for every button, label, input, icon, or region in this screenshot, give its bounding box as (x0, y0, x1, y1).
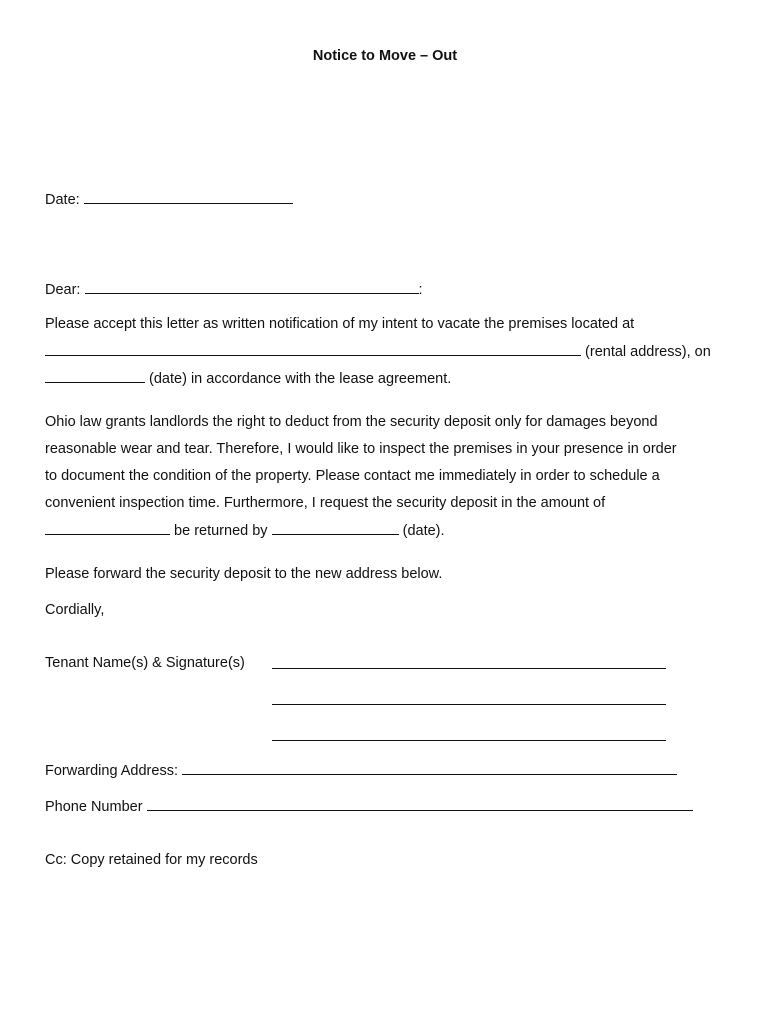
para1-line2 (45, 342, 711, 361)
forwarding-label: Forwarding Address: (45, 763, 178, 779)
phone-label: Phone Number (45, 799, 143, 815)
date-label: Date: (45, 192, 80, 208)
para1-line1: Please accept this letter as written notification of my intent to vacate the premises located at (45, 316, 635, 332)
rental-address-label: (rental address), on (585, 344, 711, 360)
document-title: Notice to Move – Out (312, 48, 458, 64)
date-line (45, 190, 293, 209)
return-date-field[interactable] (272, 521, 399, 535)
cc-text: Cc: Copy retained for my records (45, 852, 258, 868)
forward-text: Please forward the security deposit to the new address below. (45, 566, 443, 582)
dear-line (45, 280, 423, 299)
dear-colon: : (418, 282, 423, 298)
forwarding-line (45, 761, 677, 780)
deposit-amount-field[interactable] (45, 521, 170, 535)
phone-field[interactable] (147, 797, 693, 811)
forwarding-address-field[interactable] (182, 761, 677, 775)
return-date-label: (date). (402, 523, 445, 539)
returned-by-label: be returned by (174, 523, 268, 539)
vacate-date-label: (date) in accordance with the lease agreement. (149, 371, 452, 387)
closing: Cordially, (45, 602, 105, 618)
para1-line3 (45, 369, 451, 388)
rental-address-field[interactable] (45, 342, 581, 356)
para2-line3: to document the condition of the property. Please contact me immediately in order to schedule a (45, 468, 660, 484)
tenant-signature-field-2[interactable] (272, 704, 666, 705)
dear-label: Dear: (45, 282, 81, 298)
para2-line4: convenient inspection time. Furthermore, I request the security deposit in the amount of (45, 495, 606, 511)
vacate-date-field[interactable] (45, 369, 145, 383)
phone-line (45, 797, 693, 816)
para2-line5 (45, 521, 445, 540)
tenant-label: Tenant Name(s) & Signature(s) (45, 655, 245, 671)
para2-line1: Ohio law grants landlords the right to deduct from the security deposit only for damages beyond (45, 414, 658, 430)
tenant-signature-field-3[interactable] (272, 740, 666, 741)
para2-line2: reasonable wear and tear. Therefore, I would like to inspect the premises in your presence in order (45, 441, 677, 457)
recipient-field[interactable] (85, 280, 419, 294)
tenant-signature-field-1[interactable] (272, 668, 666, 669)
date-field[interactable] (84, 190, 293, 204)
